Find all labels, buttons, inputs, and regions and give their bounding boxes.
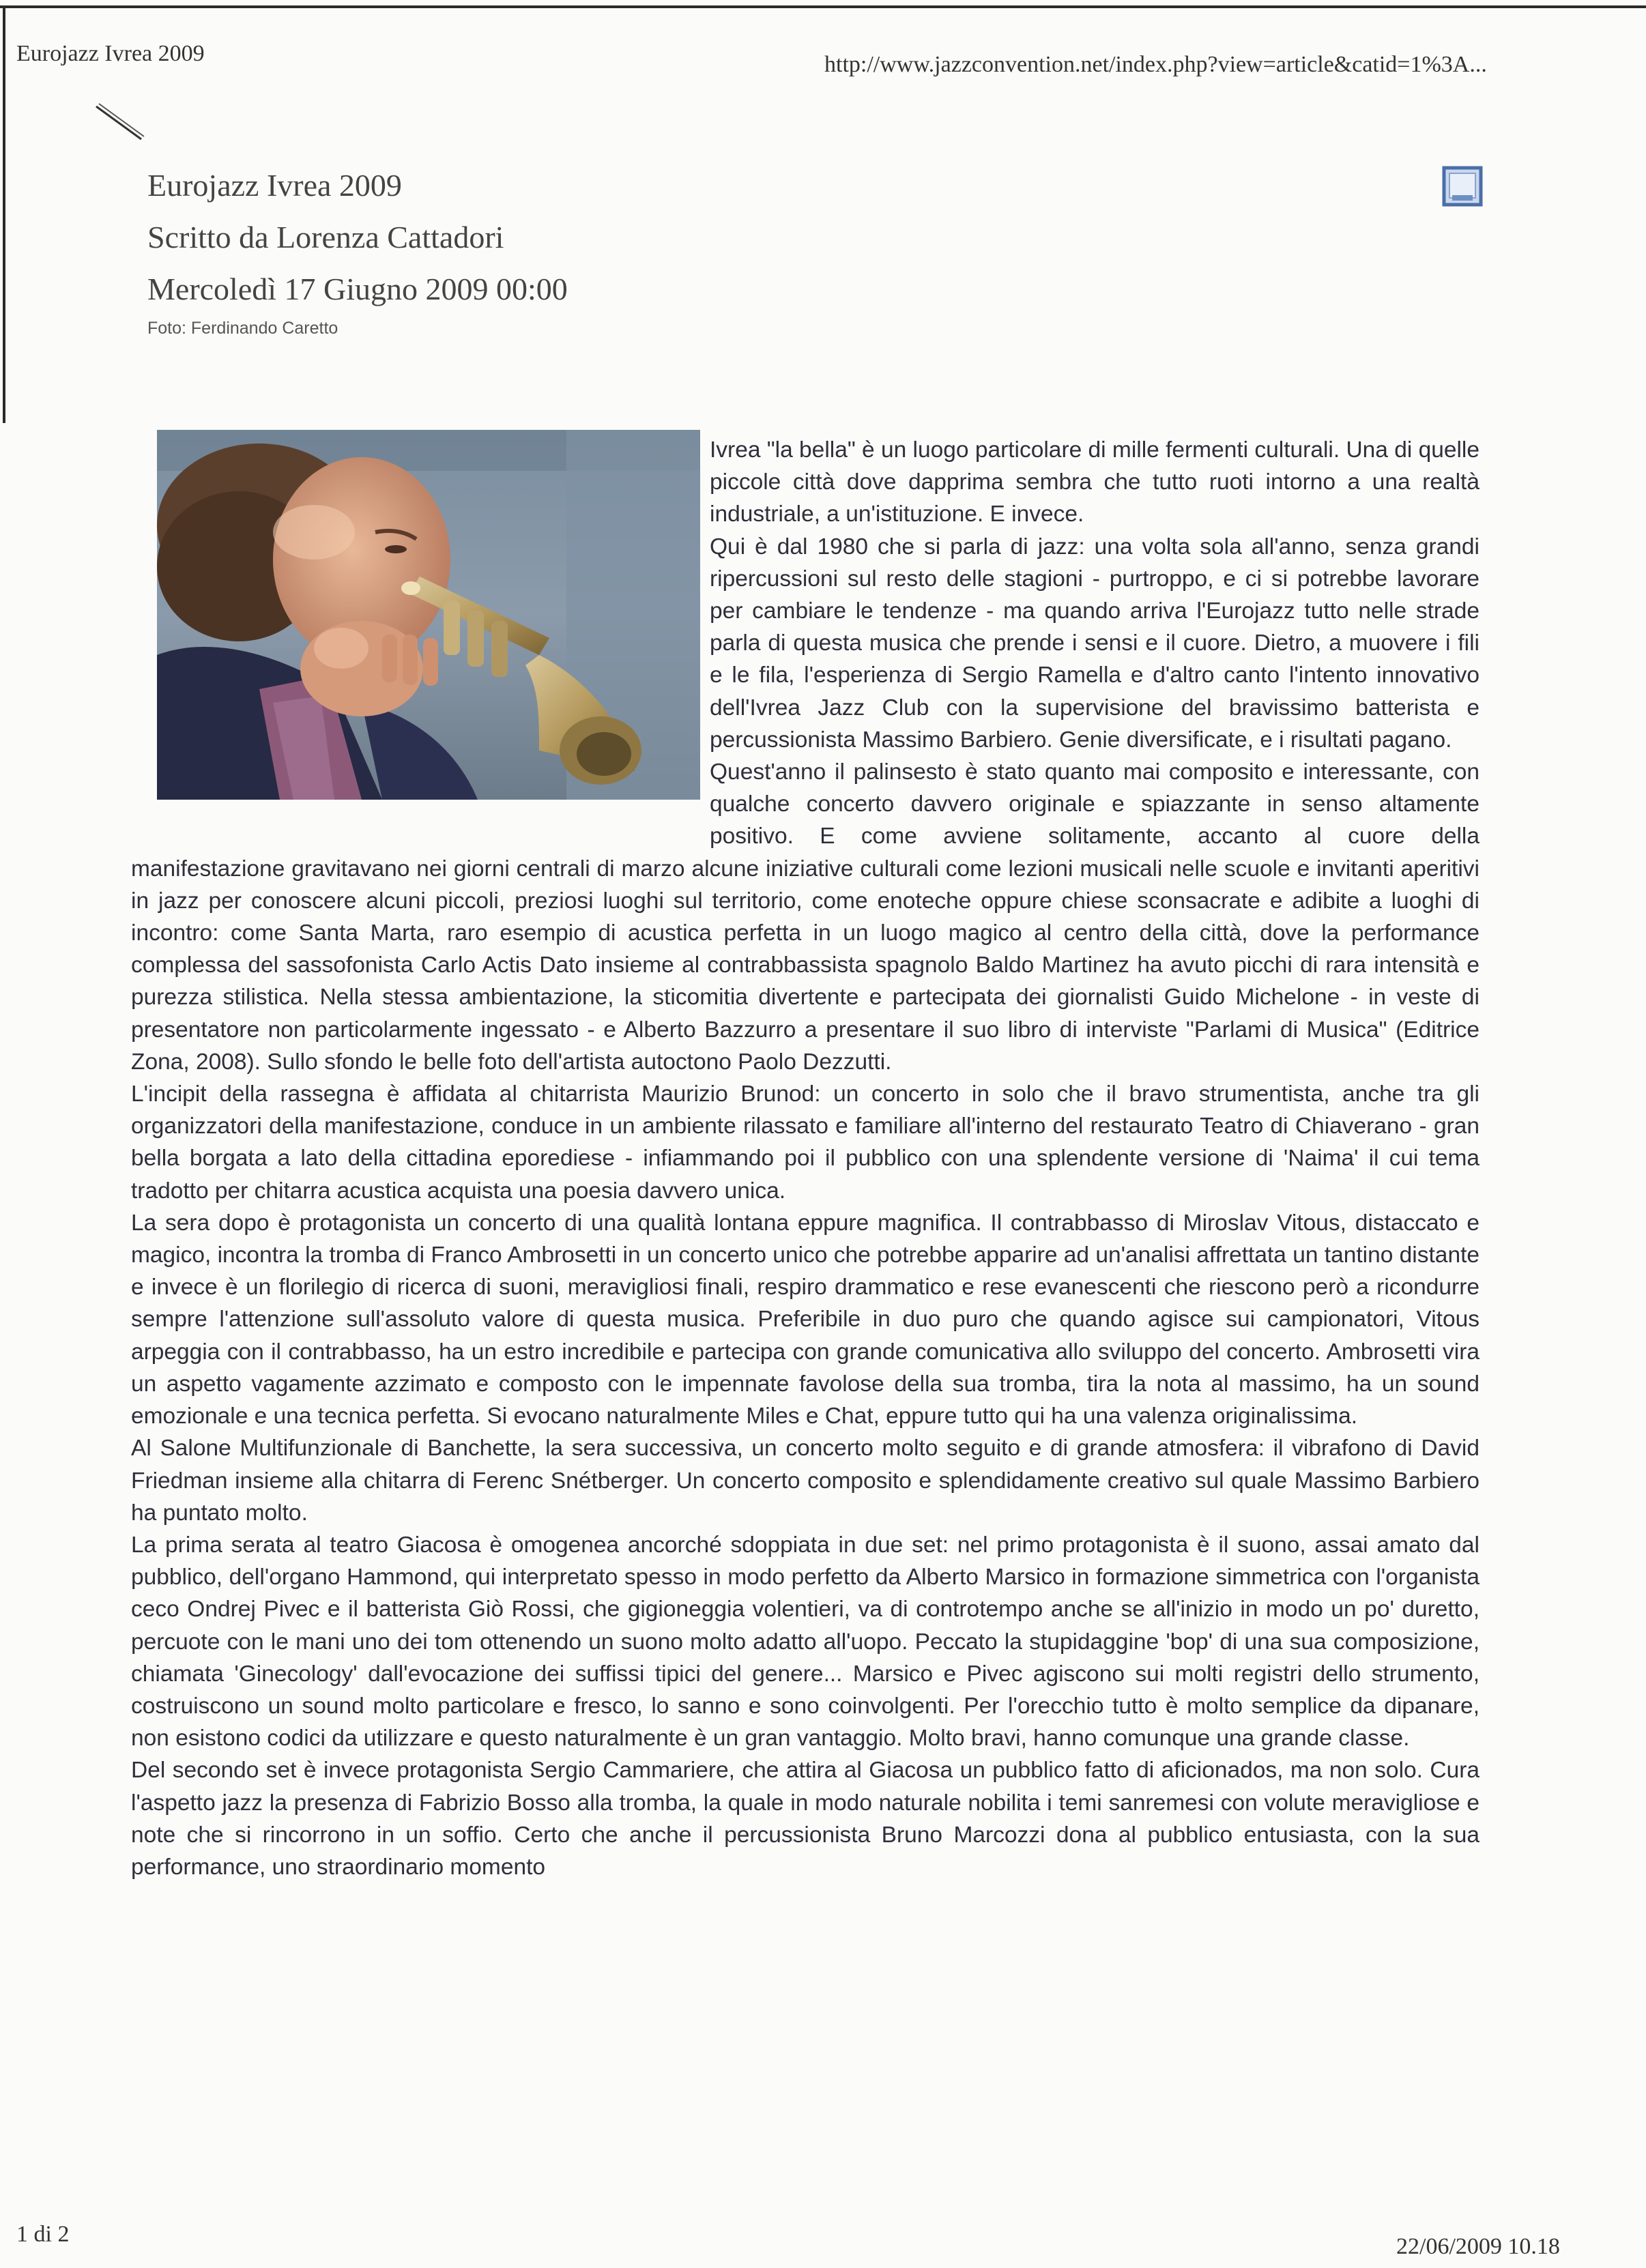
photo-credit: Foto: Ferdinando Caretto	[147, 319, 338, 338]
article-author: Scritto da Lorenza Cattadori	[147, 220, 504, 255]
article-paragraph-1: Ivrea "la bella" è un luogo particolare di mille fermenti culturali. Una di quelle piccole città dove dapprima sembra che tutto ruoti intorno a una realtà industriale, a un'istituzione. E invece.	[710, 437, 1480, 527]
print-timestamp: 22/06/2009 10.18	[1396, 2234, 1560, 2259]
page-number: 1 di 2	[16, 2222, 70, 2247]
print-header-title: Eurojazz Ivrea 2009	[16, 41, 205, 66]
article-paragraph-8: Del secondo set è invece protagonista Sergio Cammariere, che attira al Giacosa un pubblico fatto di aficionados, ma non solo. Cura l'aspetto jazz la presenza di Fabrizio Bosso alla tromba, la quale in modo naturale nobilita i temi sanremesi con volute meravigliose e note che si rincorrono in un soffio. Certo che anche il percussionista Bruno Marcozzi dona al pubblico entusiasta, con la sua performance, uno straordinario momento	[131, 1758, 1479, 1880]
article-title-block	[147, 160, 568, 340]
top-border-line	[0, 5, 1646, 8]
article-paragraph-4: L'incipit della rassegna è affidata al chitarrista Maurizio Brunod: un concerto in solo che il bravo strumentista, anche tra gli organizzatori della manifestazione, conduce in un ambiente rilassato e familiare all'interno del restaurato Teatro di Chiaverano - gran bella borgata a lato della cittadina eporediese - infiammando poi il pubblico con una splendente versione di 'Naima' il cui tema tradotto per chitarra acustica acquista una poesia davvero unica.	[131, 1081, 1479, 1204]
print-header-url: http://www.jazzconvention.net/index.php?view=article&catid=1%3A...	[824, 52, 1487, 77]
article-paragraph-7: La prima serata al teatro Giacosa è omogenea ancorché sdoppiata in due set: nel primo protagonista è il suono, assai amato dal pubblico, dell'organo Hammond, qui interpretato spesso in modo perfetto da Alberto Marsico in formazione simmetrica con l'organista ceco Ondrej Pivec e il batterista Giò Rossi, che gigioneggia volentieri, va di controtempo anche se all'inizio in modo un po' duretto, percuote con le mani uno dei tom ottenendo un suono molto adatto all'uopo. Peccato la stupidaggine 'bop' di una sua composizione, chiamata 'Ginecology' dall'evocazione dei suffissi tipici del genere... Marsico e Pivec agiscono sui molti registri dello strumento, costruiscono un sound molto particolare e fresco, lo sanno e sono coinvolgenti. Per l'orecchio tutto è molto semplice da dipanare, non esistono codici da utilizzare e questo naturalmente è un gran vantaggio. Molto bravi, hanno comunque una grande classe.	[131, 1532, 1479, 1751]
left-border-line	[3, 7, 5, 423]
diagonal-slash-icon	[92, 102, 147, 143]
print-icon[interactable]	[1441, 165, 1484, 207]
article-body	[131, 434, 1479, 1883]
article-paragraph-2: Qui è dal 1980 che si parla di jazz: una volta sola all'anno, senza grandi ripercussioni sul resto delle stagioni - purtroppo, e ci si potrebbe lavorare per cambiare le tendenze - ma quando arriva l'Eurojazz tutto nelle strade parla di questa musica che prende i sensi e il cuore. Dietro, a muovere i fili e le fila, l'esperienza di Sergio Ramella e d'altro canto l'intento innovativo dell'Ivrea Jazz Club con la supervisione del bravissimo batterista e percussionista Massimo Barbiero. Genie diversificate, e i risultati pagano.	[710, 534, 1479, 753]
article-title: Eurojazz Ivrea 2009	[147, 168, 402, 203]
article-paragraph-6: Al Salone Multifunzionale di Banchette, la sera successiva, un concerto molto seguito e di grande atmosfera: il vibrafono di David Friedman insieme alla chitarra di Ferenc Snétberger. Un concerto composito e splendidamente creativo sul quale Massimo Barbiero ha puntato molto.	[131, 1436, 1479, 1526]
article-paragraph-5: La sera dopo è protagonista un concerto di una qualità lontana eppure magnifica. Il contrabbasso di Miroslav Vitous, distaccato e magico, incontra la tromba di Franco Ambrosetti in un concerto unico che potrebbe apparire ad un'analisi affrettata un tantino distante e invece è un florilegio di ricerca di suoni, meravigliosi finali, respiro drammatico e rese evanescenti che riescono però a ricondurre sempre l'attenzione sull'assoluto valore di questa musica. Preferibile in duo puro che quando agisce sui campionatori, Vitous arpeggia con il contrabbasso, ha un estro incredibile e partecipa con grande comunicativa allo sviluppo del concerto. Ambrosetti vira un aspetto vagamente azzimato e composto con le impennate favolose della sua tromba, tira la nota al massimo, ha un sound emozionale e una tecnica perfetta. Si evocano naturalmente Miles e Chat, eppure tutto qui ha una valenza originalissima.	[131, 1210, 1480, 1429]
article-paragraph-3: Quest'anno il palinsesto è stato quanto mai composito e interessante, con qualche concerto davvero originale e spiazzante in senso altamente positivo. E come avviene solitamente, accanto al cuore della manifestazione gravitavano nei giorni centrali di marzo alcune iniziative culturali come lezioni musicali nelle scuole e invitanti aperitivi in jazz per conoscere alcuni piccoli, preziosi luoghi sul territorio, come enoteche oppure chiese sconsacrate e adibite a luoghi di incontro: come Santa Marta, raro esempio di acustica perfetta in un luogo magico al centro della città, dove la performance complessa del sassofonista Carlo Actis Dato insieme al contrabbassista spagnolo Baldo Martinez ha avuto picchi di rara intensità e purezza stilistica. Nella stessa ambientazione, la sticomitia divertente e partecipata dei giornalisti Guido Michelone - in veste di presentatore non particolarmente ingessato - e Alberto Bazzurro a presentare il suo libro di interviste "Parlami di Musica" (Editrice Zona, 2008). Sullo sfondo le belle foto dell'artista autoctono Paolo Dezzutti.	[131, 759, 1479, 1075]
article-date: Mercoledì 17 Giugno 2009 00:00	[147, 272, 568, 306]
photo-float-spacer	[131, 434, 710, 837]
